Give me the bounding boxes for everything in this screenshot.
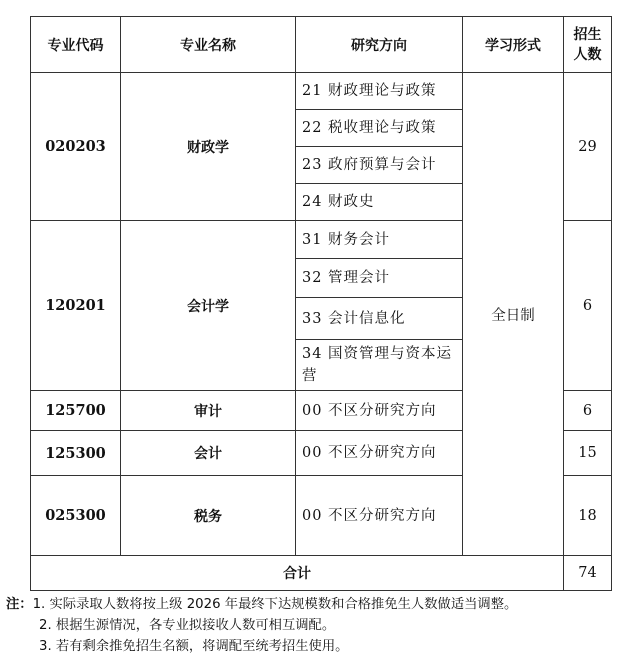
major-name: 会计学 bbox=[121, 221, 296, 391]
note-item: 2. 根据生源情况，各专业拟接收人数可相互调配。 bbox=[39, 618, 336, 633]
research-direction: 33 会计信息化 bbox=[296, 298, 463, 340]
major-code: 020203 bbox=[31, 73, 121, 221]
research-direction: 24 财政史 bbox=[296, 184, 463, 221]
header-row bbox=[31, 17, 612, 73]
major-name: 税务 bbox=[121, 476, 296, 556]
major-code: 125700 bbox=[31, 391, 121, 431]
note-item: 1. 实际录取人数将按上级 2026 年最终下达规模数和合格推免生人数做适当调整。 bbox=[32, 597, 518, 612]
header-mode: 学习形式 bbox=[463, 17, 564, 73]
notes bbox=[6, 594, 517, 657]
notes-label: 注： bbox=[6, 597, 33, 612]
header-code: 专业代码 bbox=[31, 17, 121, 73]
total-label: 合计 bbox=[31, 556, 564, 591]
research-direction: 00 不区分研究方向 bbox=[296, 476, 463, 556]
header-count: 招生人数 bbox=[564, 17, 612, 73]
major-code: 120201 bbox=[31, 221, 121, 391]
major-code: 125300 bbox=[31, 431, 121, 476]
major-name: 审计 bbox=[121, 391, 296, 431]
research-direction: 00 不区分研究方向 bbox=[296, 431, 463, 476]
research-direction: 34 国资管理与资本运营 bbox=[296, 340, 463, 391]
enrollment-table bbox=[30, 16, 612, 591]
research-direction: 22 税收理论与政策 bbox=[296, 110, 463, 147]
research-direction: 31 财务会计 bbox=[296, 221, 463, 259]
header-direction: 研究方向 bbox=[296, 17, 463, 73]
enroll-count: 6 bbox=[564, 391, 612, 431]
total-row bbox=[31, 556, 612, 591]
study-mode: 全日制 bbox=[463, 73, 564, 556]
note-item: 3. 若有剩余推免招生名额，将调配至统考招生使用。 bbox=[39, 639, 349, 654]
enroll-count: 29 bbox=[564, 73, 612, 221]
major-name: 会计 bbox=[121, 431, 296, 476]
enroll-count: 15 bbox=[564, 431, 612, 476]
research-direction: 21 财政理论与政策 bbox=[296, 73, 463, 110]
research-direction: 23 政府预算与会计 bbox=[296, 147, 463, 184]
table-row bbox=[31, 73, 612, 110]
total-count: 74 bbox=[564, 556, 612, 591]
research-direction: 00 不区分研究方向 bbox=[296, 391, 463, 431]
enroll-count: 18 bbox=[564, 476, 612, 556]
major-name: 财政学 bbox=[121, 73, 296, 221]
major-code: 025300 bbox=[31, 476, 121, 556]
research-direction: 32 管理会计 bbox=[296, 259, 463, 298]
enroll-count: 6 bbox=[564, 221, 612, 391]
header-name: 专业名称 bbox=[121, 17, 296, 73]
